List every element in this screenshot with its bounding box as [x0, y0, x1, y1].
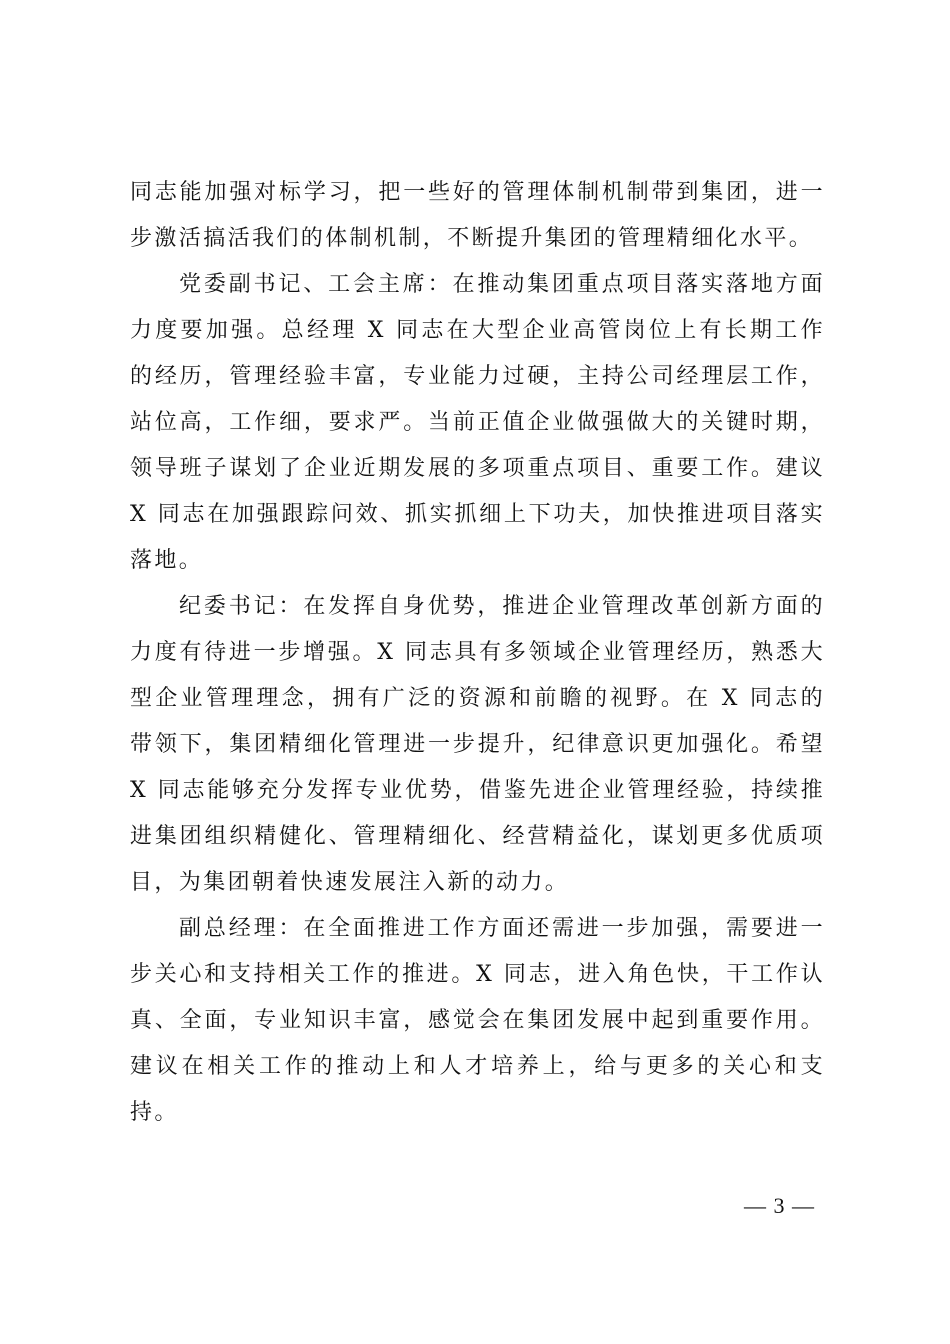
paragraph-continuation: 同志能加强对标学习，把一些好的管理体制机制带到集团，进一步激活搞活我们的体制机制，不断提升集团的管理精细化水平。	[130, 180, 825, 251]
page-number: — 3 —	[744, 1193, 815, 1218]
paragraph-deputy-secretary: 党委副书记、工会主席：在推动集团重点项目落实落地方面力度要加强。总经理 X 同志在大型企业高管岗位上有长期工作的经历，管理经验丰富，专业能力过硬，主持公司经理层工作，站位高，工作细，要求严。当前正值企业做强做大的关键时期，领导班子谋划了企业近期发展的多项重点项目、重要工作。建议 X 同志在加强跟踪问效、抓实抓细上下功夫，加快推进项目落实落地。	[130, 272, 825, 573]
paragraph-discipline-secretary: 纪委书记：在发挥自身优势，推进企业管理改革创新方面的力度有待进一步增强。X 同志具有多领域企业管理经历，熟悉大型企业管理理念，拥有广泛的资源和前瞻的视野。在 X 同志的带领下，集团精细化管理进一步提升，纪律意识更加强化。希望 X 同志能够充分发挥专业优势，借鉴先进企业管理经验，持续推进集团组织精健化、管理精细化、经营精益化，谋划更多优质项目，为集团朝着快速发展注入新的动力。	[130, 594, 825, 895]
document-body	[130, 170, 825, 1136]
paragraph-deputy-manager: 副总经理：在全面推进工作方面还需进一步加强，需要进一步关心和支持相关工作的推进。X 同志，进入角色快，干工作认真、全面，专业知识丰富，感觉会在集团发展中起到重要作用。建议在相关工作的推动上和人才培养上，给与更多的关心和支持。	[130, 916, 825, 1125]
